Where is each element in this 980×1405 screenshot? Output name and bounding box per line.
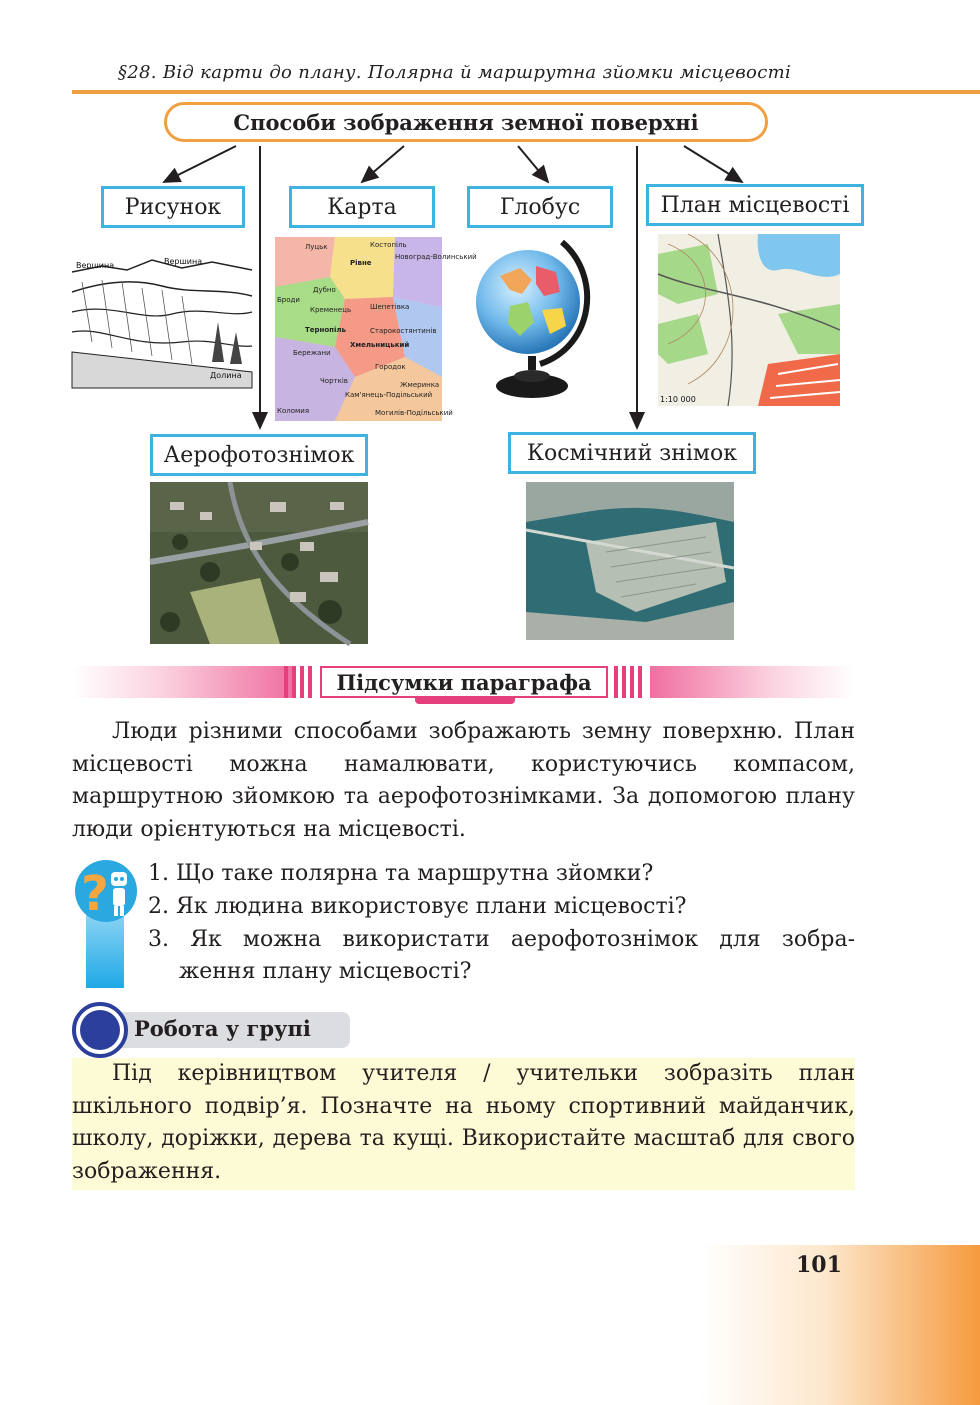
map-label-0: Луцьк	[305, 243, 328, 251]
map-label-13: Чортків	[320, 377, 348, 385]
drawing-label-valley: Долина	[210, 371, 242, 380]
summary-text	[72, 716, 855, 846]
question-robot-icon	[73, 858, 139, 924]
label-satellite-image: Космічний знімок	[508, 432, 756, 474]
arrow-to-globe	[518, 146, 548, 182]
label-plan: План місцевості	[646, 184, 864, 226]
group-work-title: Робота у групі	[134, 1016, 311, 1041]
map-label-17: Могилів-Подільський	[375, 409, 453, 417]
question-3-line-2: ження плану місцевості?	[179, 959, 472, 984]
satellite-image	[526, 482, 734, 640]
summary-stripes-right	[614, 666, 642, 698]
map-label-11: Хмельницький	[350, 341, 410, 349]
summary-title: Підсумки параграфа	[320, 666, 608, 698]
map-label-15: Жмеринка	[400, 381, 440, 389]
page-number: 101	[796, 1252, 842, 1278]
running-header: §28. Від карти до плану. Полярна й маршрутна зйомки місцевості	[118, 62, 791, 83]
summary-stripes-left	[284, 666, 312, 698]
map-label-4: Дубно	[313, 286, 336, 294]
arrow-to-drawing	[164, 146, 236, 182]
group-task-text	[72, 1058, 855, 1188]
label-globe: Глобус	[467, 186, 613, 228]
question-3-line-1: 3. Як можна використати аерофотознімок для зобра-	[148, 927, 855, 952]
summary-banner-left	[72, 666, 292, 698]
map-label-9: Старокостянтинів	[370, 327, 437, 335]
drawing-label-peak-2: Вершина	[164, 257, 203, 266]
label-aerial-photo: Аерофотознімок	[150, 434, 368, 476]
map-label-10: Бережани	[293, 349, 331, 357]
summary-tab	[415, 697, 515, 704]
map-label-1: Костопіль	[370, 241, 407, 249]
question-2: 2. Як людина використовує плани місцевості?	[148, 894, 687, 919]
arrow-to-plan	[684, 146, 742, 182]
terrain-drawing-image	[72, 252, 252, 388]
aerial-photo-image	[150, 482, 368, 644]
group-work-dot-icon	[80, 1010, 120, 1050]
map-label-16: Коломия	[277, 407, 310, 415]
arrow-to-map	[362, 146, 404, 182]
map-label-6: Броди	[277, 296, 300, 304]
label-map: Карта	[289, 186, 435, 228]
drawing-label-peak-1: Вершина	[76, 261, 115, 270]
map-label-5: Кременець	[310, 306, 352, 314]
map-label-12: Городок	[375, 363, 406, 371]
plan-scale-label: 1:10 000	[660, 395, 696, 404]
label-drawing: Рисунок	[101, 186, 245, 228]
map-label-7: Шепетівка	[370, 303, 410, 311]
map-label-14: Кам'янець-Подільський	[345, 391, 433, 399]
globe-image	[470, 236, 598, 404]
svg-text:?: ?	[81, 866, 109, 922]
diagram-title: Способи зображення земної поверхні	[164, 102, 768, 142]
map-image	[275, 237, 477, 421]
map-label-8: Тернопіль	[305, 326, 346, 334]
summary-banner-right	[650, 666, 854, 698]
question-1: 1. Що таке полярна та маршрутна зйомки?	[148, 861, 654, 886]
map-label-2: Рівне	[350, 259, 372, 267]
group-task-paragraph: Під керівництвом учителя / учительки зобразіть план шкільного подвір’я. Позначте на ньому спортивний майданчик, школу, доріжки, дерева та кущі. Використайте масштаб для свого зображення.	[72, 1061, 855, 1184]
map-label-3: Новоград-Волинський	[395, 253, 477, 261]
topographic-plan-image	[658, 234, 840, 406]
summary-paragraph: Люди різними способами зображають земну поверхню. План місцевості можна намалювати, користуючись компасом, маршрутною зйомкою та аерофотознімками. За допомогою плану люди орієнтуються на місцевості.	[72, 719, 855, 842]
